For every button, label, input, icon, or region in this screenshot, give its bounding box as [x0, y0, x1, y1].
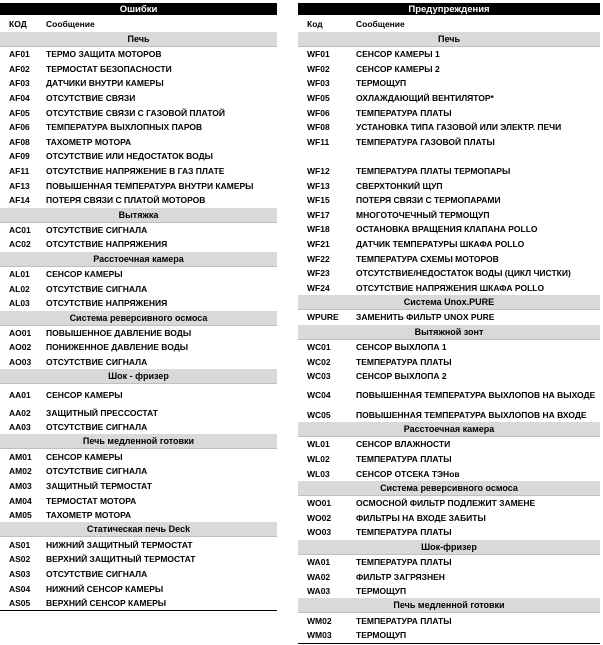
error-code: WF02 [307, 63, 330, 74]
table-row [298, 466, 600, 481]
error-code: WC02 [307, 356, 331, 367]
table-row [298, 62, 600, 77]
section-header [0, 208, 277, 223]
error-code: WC05 [307, 409, 331, 420]
table-row [0, 325, 277, 340]
error-code: AS05 [0, 596, 46, 611]
section-header [298, 295, 600, 310]
left-column-header [0, 15, 277, 32]
error-message: СВЕРХТОНКИЙ ЩУП [356, 180, 443, 191]
table-row [0, 508, 277, 523]
error-message: ДАТЧИКИ ВНУТРИ КАМЕРЫ [46, 78, 164, 89]
error-code: WF06 [307, 107, 330, 118]
error-message: ОСТАНОВКА ВРАЩЕНИЯ КЛАПАНА POLLO [356, 224, 538, 235]
error-code: AM01 [9, 451, 32, 462]
error-message: ОТСУТСТВИЕ СВЯЗИ [46, 93, 136, 104]
table-row [0, 281, 277, 296]
error-message: ТЕМПЕРАТУРА ПЛАТЫ [356, 527, 452, 538]
error-message: ТЕРМОЩУП [356, 586, 407, 597]
error-message: СЕНСОР КАМЕРЫ [46, 269, 123, 280]
error-message: ТАХОМЕТР МОТОРА [46, 136, 132, 147]
section-header [298, 540, 600, 555]
error-message: ТЕМПЕРАТУРА ПЛАТЫ [356, 615, 452, 626]
error-message: ТЕМПЕРАТУРА ПЛАТЫ [356, 356, 452, 367]
error-code: WC04 [307, 390, 331, 401]
error-message: ОТСУТСТВИЕ НАПРЯЖЕНИЕ В ГАЗ ПЛАТЕ [46, 166, 225, 177]
section-header [298, 422, 600, 437]
error-code: AF03 [9, 78, 30, 89]
error-code: AS04 [9, 583, 31, 594]
section-header [0, 369, 277, 384]
section-title: Вытяжка [0, 208, 277, 223]
error-message: ОТСУТСТВИЕ/НЕДОСТАТОК ВОДЫ (ЦИКЛ ЧИСТКИ) [356, 268, 571, 279]
error-message: УСТАНОВКА ТИПА ГАЗОВОЙ ИЛИ ЭЛЕКТР. ПЕЧИ [356, 122, 562, 133]
table-row [298, 510, 600, 525]
section-title: Система реверсивного осмоса [0, 311, 277, 326]
message-column-header: Сообщение [356, 18, 405, 29]
error-message: СЕНСОР КАМЕРЫ [46, 389, 123, 400]
table-row [0, 296, 277, 311]
section-header [0, 311, 277, 326]
table-row [0, 405, 277, 420]
error-code: WA01 [307, 556, 331, 567]
section-header [0, 32, 277, 47]
error-message: МНОГОТОЧЕЧНЫЙ ТЕРМОЩУП [356, 209, 490, 220]
code-column-header: Код [307, 18, 323, 29]
table-row [298, 354, 600, 369]
warnings-table [298, 3, 600, 644]
table-row [0, 552, 277, 567]
error-message: ТЕРМОЩУП [356, 628, 600, 643]
table-row [298, 222, 600, 237]
error-message: ОСМОСНОЙ ФИЛЬТР ПОДЛЕЖИТ ЗАМЕНЕ [356, 498, 536, 509]
table-row [0, 355, 277, 370]
error-message: ПОВЫШЕННОЕ ДАВЛЕНИЕ ВОДЫ [46, 327, 192, 338]
error-message: ФИЛЬТР ЗАГРЯЗНЕН [356, 571, 445, 582]
section-title: Система реверсивного осмоса [298, 481, 600, 496]
error-code: WM02 [307, 615, 332, 626]
table-row [0, 581, 277, 596]
error-code: AM04 [9, 495, 32, 506]
error-code: WF22 [307, 253, 330, 264]
table-row [0, 222, 277, 237]
error-code: WF03 [307, 78, 330, 89]
error-message: ТЕРМОСТАТ МОТОРА [46, 495, 137, 506]
error-code: AM05 [9, 510, 32, 521]
error-code: AF09 [9, 151, 30, 162]
table-row [298, 208, 600, 223]
error-code: AM02 [9, 466, 32, 477]
error-code: WF18 [307, 224, 330, 235]
error-message: ТЕМПЕРАТУРА ГАЗОВОЙ ПЛАТЫ [356, 136, 495, 147]
error-message: НИЖНИЙ ЗАЩИТНЫЙ ТЕРМОСТАТ [46, 539, 193, 550]
error-code: WL02 [307, 453, 330, 464]
error-message: ОТСУТСТВИЕ ИЛИ НЕДОСТАТОК ВОДЫ [46, 151, 213, 162]
error-code: AS03 [9, 568, 31, 579]
error-message: ТЕРМОЩУП [356, 78, 407, 89]
table-row [0, 340, 277, 355]
error-code: WO02 [307, 512, 332, 523]
error-code: AF13 [9, 180, 30, 191]
table-row [298, 339, 600, 354]
error-message: ОТСУТСТВИЕ СИГНАЛА [46, 356, 148, 367]
error-code: AL03 [9, 298, 30, 309]
error-message: ОТСУТСТВИЕ НАПРЯЖЕНИЯ ШКАФА POLLO [356, 282, 545, 293]
error-code: AO03 [9, 356, 32, 367]
error-code: WF01 [307, 49, 330, 60]
table-row [0, 464, 277, 479]
table-row [0, 178, 277, 193]
error-code: WF17 [307, 209, 330, 220]
table-row [298, 193, 600, 208]
error-code: WM03 [298, 628, 356, 643]
error-message: СЕНСОР КАМЕРЫ 2 [356, 63, 440, 74]
error-message: СЕНСОР КАМЕРЫ [46, 451, 123, 462]
table-row [298, 281, 600, 296]
table-row [298, 628, 600, 643]
error-message: СЕНСОР ВЫХЛОПА 1 [356, 341, 447, 352]
error-message: ПОТЕРЯ СВЯЗИ С ТЕРМОПАРАМИ [356, 195, 501, 206]
section-header [298, 598, 600, 613]
table-row [298, 437, 600, 452]
error-message: СЕНСОР КАМЕРЫ 1 [356, 49, 440, 60]
error-code: WF08 [307, 122, 330, 133]
table-row [298, 120, 600, 135]
table-row [298, 76, 600, 91]
error-code: WL03 [307, 468, 330, 479]
table-row [0, 266, 277, 281]
error-message: ОТСУТСТВИЕ НАПРЯЖЕНИЯ [46, 239, 168, 250]
table-row [298, 164, 600, 179]
right-table-title: Предупреждения [298, 3, 600, 15]
error-message: ОТСУТСТВИЕ СИГНАЛА [46, 568, 148, 579]
error-message: ТЕМПЕРАТУРА ПЛАТЫ [356, 453, 452, 464]
error-message: ПОВЫШЕННАЯ ТЕМПЕРАТУРА ВЫХЛОПОВ НА ВЫХОДЕ [356, 390, 596, 401]
error-code: WL01 [307, 439, 330, 450]
error-message [356, 149, 600, 164]
section-title: Система Unox.PURE [298, 295, 600, 310]
error-code: WA02 [307, 571, 331, 582]
error-message: ЗАЩИТНЫЙ ПРЕССОСТАТ [46, 407, 158, 418]
error-message: ТЕМПЕРАТУРА ПЛАТЫ ТЕРМОПАРЫ [356, 166, 511, 177]
error-code: AL01 [9, 269, 30, 280]
code-column-header: КОД [9, 18, 27, 29]
error-message: ОХЛАЖДАЮЩИЙ ВЕНТИЛЯТОР* [356, 93, 494, 104]
table-row [0, 537, 277, 552]
error-code: WF05 [307, 93, 330, 104]
section-title: Шок-фризер [298, 540, 600, 555]
error-message: ВЕРХНИЙ СЕНСОР КАМЕРЫ [46, 596, 277, 611]
error-message: ПОТЕРЯ СВЯЗИ С ПЛАТОЙ МОТОРОВ [46, 195, 206, 206]
table-row [0, 149, 277, 164]
error-message: ПОНИЖЕННОЕ ДАВЛЕНИЕ ВОДЫ [46, 342, 189, 353]
error-message: ТЕМПЕРАТУРА ПЛАТЫ [356, 556, 452, 567]
error-code: AF02 [9, 63, 30, 74]
table-row [298, 407, 600, 422]
table-row [0, 596, 277, 611]
error-code: WF12 [307, 166, 330, 177]
error-code: AL02 [9, 283, 30, 294]
error-message: ОТСУТСТВИЕ СИГНАЛА [46, 466, 148, 477]
section-header [0, 522, 277, 537]
error-code: AF08 [9, 136, 30, 147]
table-row [298, 369, 600, 384]
error-code: WO03 [307, 527, 332, 538]
table-row [298, 266, 600, 281]
error-code: AF01 [9, 49, 30, 60]
error-message: ОТСУТСТВИЕ СИГНАЛА [46, 224, 148, 235]
table-row [298, 525, 600, 540]
error-message: СЕНСОР ВЛАЖНОСТИ [356, 439, 451, 450]
error-code: WF24 [307, 282, 330, 293]
table-row [298, 584, 600, 599]
error-code: AO01 [9, 327, 32, 338]
error-code: WF23 [307, 268, 330, 279]
error-message: СЕНСОР ОТСЕКА ТЭНов [356, 468, 460, 479]
table-row [298, 613, 600, 628]
table-row [0, 237, 277, 252]
section-header [298, 481, 600, 496]
table-row [0, 91, 277, 106]
section-title: Печь [298, 32, 600, 47]
error-code: AS02 [9, 554, 31, 565]
error-message: ОТСУТСТВИЕ НАПРЯЖЕНИЯ [46, 298, 168, 309]
table-row [0, 384, 277, 406]
section-header [298, 32, 600, 47]
table-row [0, 193, 277, 208]
table-row [0, 420, 277, 435]
section-title: Вытяжной зонт [298, 325, 600, 340]
error-message: ПОВЫШЕННАЯ ТЕМПЕРАТУРА ВНУТРИ КАМЕРЫ [46, 180, 254, 191]
table-row [0, 120, 277, 135]
table-row [298, 237, 600, 252]
error-message: НИЖНИЙ СЕНСОР КАМЕРЫ [46, 583, 164, 594]
error-message: ВЕРХНИЙ ЗАЩИТНЫЙ ТЕРМОСТАТ [46, 554, 196, 565]
error-code: WC03 [307, 371, 331, 382]
left-table-title: Ошибки [0, 3, 277, 15]
table-row [298, 452, 600, 467]
message-column-header: Сообщение [46, 18, 95, 29]
error-code: WF21 [307, 239, 330, 250]
section-title: Расстоечная камера [0, 252, 277, 267]
error-message: ОТСУТСТВИЕ СВЯЗИ С ГАЗОВОЙ ПЛАТОЙ [46, 107, 225, 118]
table-row [298, 251, 600, 266]
error-message: ФИЛЬТРЫ НА ВХОДЕ ЗАБИТЫ [356, 512, 486, 523]
error-code: WF13 [307, 180, 330, 191]
table-row [298, 105, 600, 120]
warnings-panel [298, 3, 600, 644]
errors-table [0, 3, 277, 611]
error-message: ЗАМЕНИТЬ ФИЛЬТР UNOX PURE [356, 312, 495, 323]
error-code: AC01 [9, 224, 31, 235]
error-message: ТАХОМЕТР МОТОРА [46, 510, 132, 521]
error-code: AA03 [9, 422, 31, 433]
error-code: WF11 [307, 136, 330, 147]
section-header [0, 434, 277, 449]
section-header [298, 325, 600, 340]
table-row [298, 178, 600, 193]
error-code: WF15 [307, 195, 330, 206]
error-code: WC01 [307, 341, 331, 352]
error-message: ПОВЫШЕННАЯ ТЕМПЕРАТУРА ВЫХЛОПОВ НА ВХОДЕ [356, 409, 587, 420]
table-row [298, 91, 600, 106]
table-row [0, 567, 277, 582]
section-title: Печь медленной готовки [298, 598, 600, 613]
table-row [0, 479, 277, 494]
error-message: ДАТЧИК ТЕМПЕРАТУРЫ ШКАФА POLLO [356, 239, 525, 250]
errors-panel [0, 3, 277, 611]
section-header [0, 252, 277, 267]
right-title-row [298, 3, 600, 15]
error-code: AO02 [9, 342, 32, 353]
error-code: AM03 [9, 480, 32, 491]
error-message: ОТСУТСТВИЕ СИГНАЛА [46, 422, 148, 433]
right-column-header [298, 15, 600, 32]
error-code: WPURE [307, 312, 339, 323]
error-message: ОТСУТСТВИЕ СИГНАЛА [46, 283, 148, 294]
section-title: Печь медленной готовки [0, 434, 277, 449]
table-row [298, 495, 600, 510]
error-code: AA02 [9, 407, 31, 418]
error-code: AF05 [9, 107, 30, 118]
error-code: WO01 [307, 498, 332, 509]
section-title: Статическая печь Deck [0, 522, 277, 537]
table-row [298, 135, 600, 150]
error-code: AF11 [9, 166, 30, 177]
table-row [298, 47, 600, 62]
table-row [0, 164, 277, 179]
error-code: WA03 [307, 586, 331, 597]
error-code: AS01 [9, 539, 31, 550]
table-row [298, 569, 600, 584]
left-title-row [0, 3, 277, 15]
error-message: ТЕМПЕРАТУРА СХЕМЫ МОТОРОВ [356, 253, 499, 264]
table-row [298, 554, 600, 569]
table-row [0, 135, 277, 150]
error-code: AF04 [9, 93, 30, 104]
table-row [0, 47, 277, 62]
section-title: Шок - фризер [0, 369, 277, 384]
error-code: AC02 [9, 239, 31, 250]
error-code: AA01 [9, 389, 31, 400]
error-code [298, 149, 356, 164]
table-row [298, 310, 600, 325]
table-row [0, 62, 277, 77]
error-message: ТЕМПЕРАТУРА ВЫХЛОПНЫХ ПАРОВ [46, 122, 203, 133]
error-message: ЗАЩИТНЫЙ ТЕРМОСТАТ [46, 480, 152, 491]
table-row [0, 105, 277, 120]
section-title: Расстоечная камера [298, 422, 600, 437]
error-code: AF14 [9, 195, 30, 206]
table-row [0, 76, 277, 91]
error-message: ТЕРМО ЗАЩИТА МОТОРОВ [46, 49, 162, 60]
error-code: AF06 [9, 122, 30, 133]
table-row [0, 449, 277, 464]
error-message: ТЕМПЕРАТУРА ПЛАТЫ [356, 107, 452, 118]
table-row [298, 149, 600, 164]
table-row [298, 383, 600, 407]
table-row [0, 493, 277, 508]
error-message: СЕНСОР ВЫХЛОПА 2 [356, 371, 447, 382]
error-message: ТЕРМОСТАТ БЕЗОПАСНОСТИ [46, 63, 172, 74]
section-title: Печь [0, 32, 277, 47]
